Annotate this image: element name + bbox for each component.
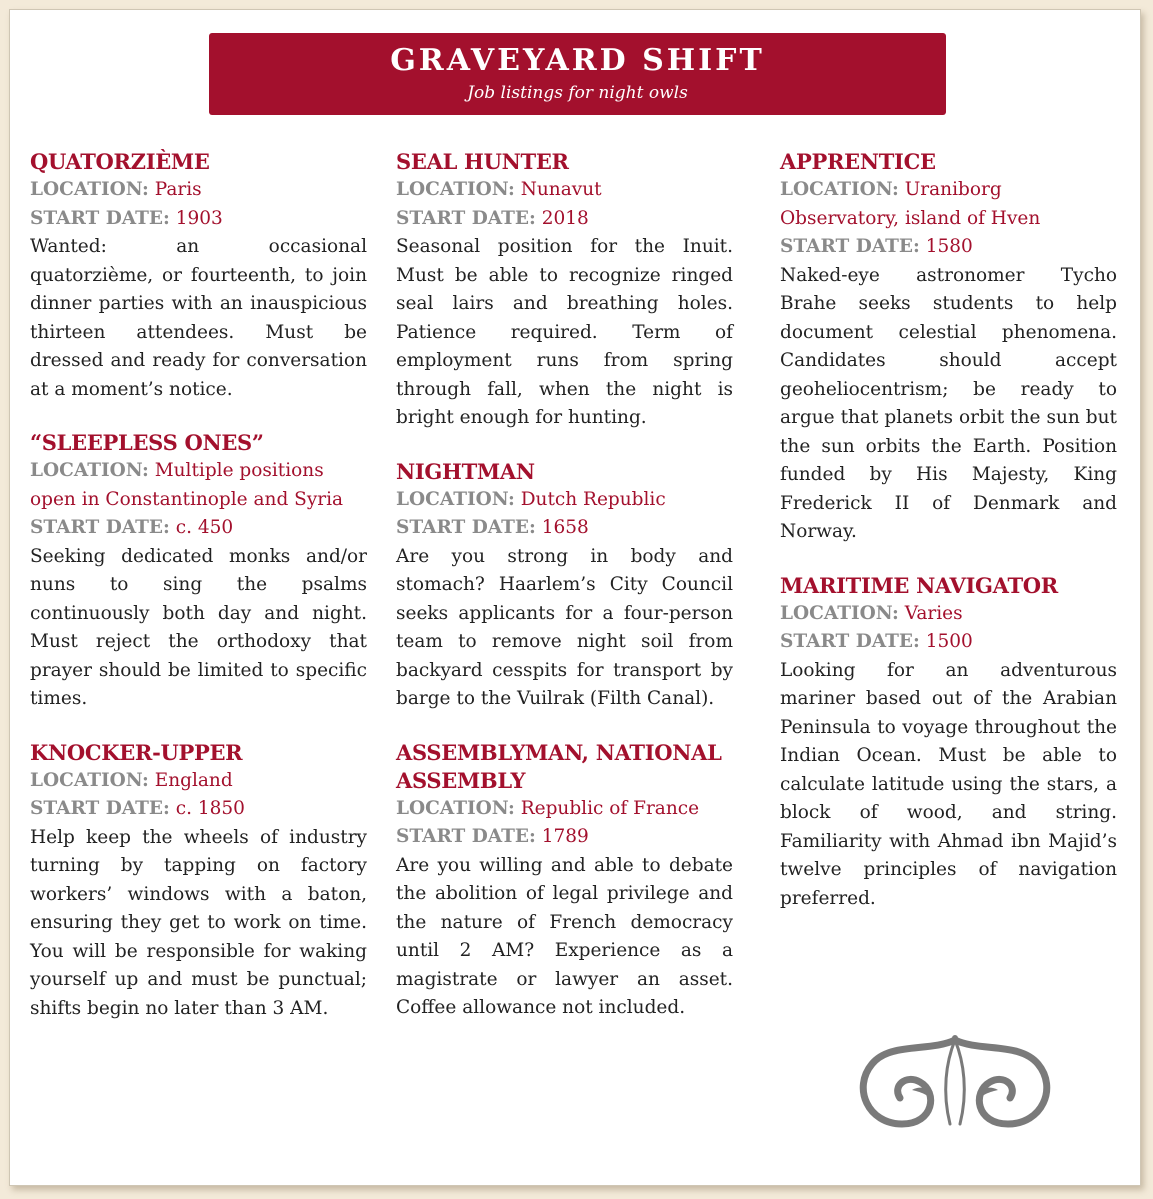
location-value: England <box>154 769 233 791</box>
start-date-label: START DATE: <box>396 517 536 538</box>
job-start-date <box>396 514 733 543</box>
page-subtitle: Job listings for night owls <box>467 83 688 103</box>
location-label: LOCATION: <box>780 179 899 200</box>
column-2 <box>396 148 733 1048</box>
job-location <box>780 600 1117 629</box>
location-value: Uraniborg Observatory, island of Hven <box>780 179 1041 229</box>
job-title: SEAL HUNTER <box>396 149 569 174</box>
job-listing <box>396 148 733 433</box>
job-title: QUATORZIÈME <box>30 149 210 174</box>
job-description: Naked-eye astronomer Tycho Brahe seeks students to help document celestial phenomena. Candidates should accept geoheliocentrism; be ready to argue that planets orbit the sun but the sun orbits the Earth. Position funded by His Majesty, King Frederick II of Denmark and Norway. <box>780 264 1117 542</box>
job-listing <box>396 739 733 1023</box>
job-listing <box>30 739 367 1024</box>
job-location <box>780 176 1117 233</box>
start-date-value: c. 1850 <box>175 798 245 819</box>
location-value: Nunavut <box>520 179 602 200</box>
job-description: Wanted: an occasional quatorzième, or fourteenth, to join dinner parties with an inauspicious thirteen attendees. Must be dressed and ready for conversation at a moment’s notice. <box>30 236 367 400</box>
job-description: Are you willing and able to debate the abolition of legal privilege and the nature of French democracy until 2 AM? Experience as a magistrate or lawyer an asset. Coffee allowance not included. <box>396 854 733 1018</box>
page-card <box>9 9 1141 1186</box>
job-location <box>30 457 367 514</box>
location-value: Varies <box>904 602 963 624</box>
start-date-label: START DATE: <box>396 826 536 847</box>
job-description: Help keep the wheels of industry turning by tapping on factory workers’ windows with a baton, ensuring they get to work on time. You will be responsible for waking yourself up and must be punctual; shifts begin no later than 3 AM. <box>30 826 367 1019</box>
job-description: Seeking dedicated monks and/or nuns to sing the psalms continuously both day and night. Must reject the orthodoxy that prayer should be limited to specific times. <box>30 545 367 709</box>
job-listing <box>30 148 367 404</box>
job-location <box>396 795 733 824</box>
start-date-value: 1903 <box>175 207 223 229</box>
job-listing <box>780 572 1117 914</box>
job-description: Are you strong in body and stomach? Haarlem’s City Council seeks applicants for a four-person team to remove night soil from backyard cesspits for transport by barge to the Vuilrak (Filth Canal). <box>396 545 733 709</box>
job-start-date <box>30 514 367 543</box>
column-3 <box>780 148 1117 938</box>
job-location <box>396 176 733 205</box>
column-1 <box>30 148 367 1048</box>
job-description: Seasonal position for the Inuit. Must be able to recognize ringed seal lairs and breathing holes. Patience required. Term of employment runs from spring through fall, when the night is bright enough for hunting. <box>396 236 733 428</box>
location-label: LOCATION: <box>30 179 149 200</box>
start-date-label: START DATE: <box>780 236 920 257</box>
job-start-date <box>30 205 367 234</box>
job-listing <box>30 429 367 714</box>
start-date-value: 2018 <box>541 207 589 229</box>
start-date-value: 1658 <box>541 517 589 538</box>
location-label: LOCATION: <box>396 488 515 510</box>
page-title: GRAVEYARD SHIFT <box>390 43 765 78</box>
job-location <box>396 486 733 515</box>
start-date-value: 1500 <box>925 631 973 652</box>
job-start-date <box>30 795 367 824</box>
job-location <box>30 767 367 796</box>
job-location <box>30 176 367 205</box>
job-start-date <box>396 205 733 234</box>
start-date-value: 1789 <box>541 826 589 847</box>
location-label: LOCATION: <box>396 797 515 819</box>
start-date-label: START DATE: <box>30 798 170 819</box>
start-date-label: START DATE: <box>30 207 170 229</box>
job-title: KNOCKER-UPPER <box>30 739 243 765</box>
location-label: LOCATION: <box>780 602 899 624</box>
job-title: APPRENTICE <box>780 149 936 174</box>
start-date-value: c. 450 <box>175 517 234 538</box>
job-title: “SLEEPLESS ONES” <box>30 430 264 455</box>
header-banner <box>209 33 946 115</box>
job-listing <box>780 148 1117 547</box>
job-start-date <box>780 628 1117 657</box>
job-title: ASSEMBLYMAN, NATIONAL ASSEMBLY <box>396 739 722 793</box>
start-date-label: START DATE: <box>30 517 170 538</box>
start-date-value: 1580 <box>925 236 973 257</box>
job-start-date <box>396 823 733 852</box>
job-start-date <box>780 233 1117 262</box>
location-value: Paris <box>154 179 202 200</box>
location-label: LOCATION: <box>30 769 149 791</box>
start-date-label: START DATE: <box>396 207 536 229</box>
location-value: Republic of France <box>520 797 700 819</box>
location-value: Multiple positions open in Constantinople and Syria <box>30 460 344 510</box>
job-title: NIGHTMAN <box>396 458 535 484</box>
location-label: LOCATION: <box>396 179 515 200</box>
start-date-label: START DATE: <box>780 631 920 652</box>
job-title: MARITIME NAVIGATOR <box>780 572 1058 598</box>
job-description: Looking for an adventurous mariner based out of the Arabian Peninsula to voyage throughout the Indian Ocean. Must be able to calculate latitude using the stars, a block of wood, and string. Familiarity with Ahmad ibn Majid’s twelve principles of navigation preferred. <box>780 659 1117 909</box>
flourish-ornament-icon <box>850 1032 1060 1132</box>
location-value: Dutch Republic <box>520 488 666 510</box>
job-listing <box>396 458 733 714</box>
location-label: LOCATION: <box>30 460 149 481</box>
